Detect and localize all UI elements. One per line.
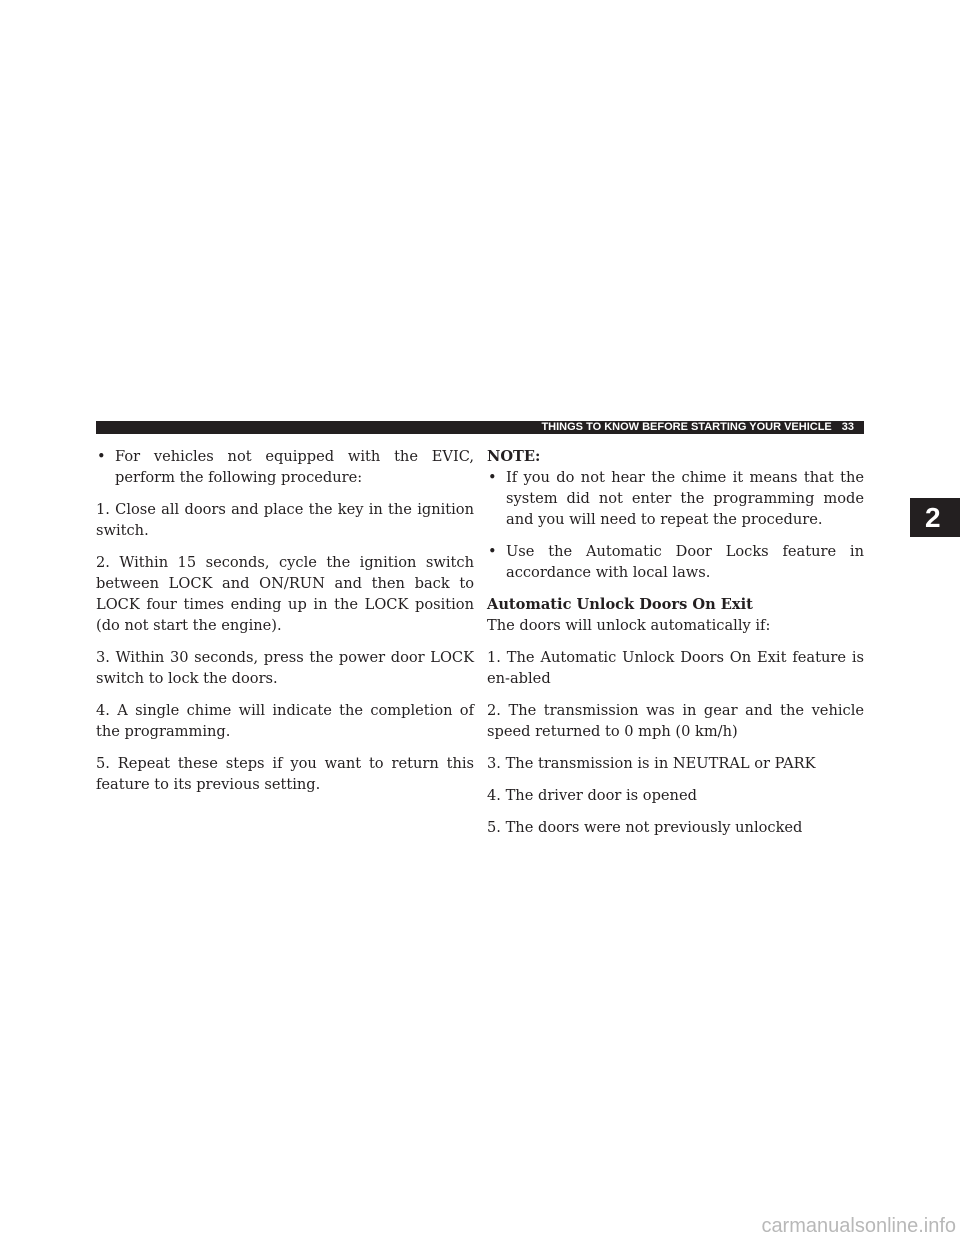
right-column xyxy=(487,446,864,849)
bullet-icon: • xyxy=(97,448,106,465)
section-tab: 2 xyxy=(910,498,960,537)
condition-4: 4. The driver door is opened xyxy=(487,787,697,804)
page-number: 33 xyxy=(841,421,854,433)
condition-2: 2. The transmission was in gear and the vehicle speed returned to 0 mph (0 km/h) xyxy=(487,702,864,740)
condition-3: 3. The transmission is in NEUTRAL or PARK xyxy=(487,755,816,772)
list-item xyxy=(487,467,864,530)
left-column xyxy=(96,446,474,806)
watermark: carmanualsonline.info xyxy=(761,1215,956,1237)
step-1: 1. Close all doors and place the key in the ignition switch. xyxy=(96,501,474,539)
header-rule xyxy=(96,421,488,434)
bullet-icon: • xyxy=(488,469,497,486)
step-2: 2. Within 15 seconds, cycle the ignition switch between LOCK and ON/RUN and then back to LOCK four times ending up in the LOCK position (do not start the engine). xyxy=(96,554,474,634)
list-item xyxy=(96,446,474,488)
step-3: 3. Within 30 seconds, press the power door LOCK switch to lock the doors. xyxy=(96,649,474,687)
list-item xyxy=(487,541,864,583)
header-title-box xyxy=(488,421,864,434)
step-5: 5. Repeat these steps if you want to return this feature to its previous setting. xyxy=(96,755,474,793)
header-title: THINGS TO KNOW BEFORE STARTING YOUR VEHICLE xyxy=(541,421,832,433)
intro-text: The doors will unlock automatically if: xyxy=(487,617,771,634)
note-text: Use the Automatic Door Locks feature in accordance with local laws. xyxy=(506,543,864,581)
note-text: If you do not hear the chime it means that the system did not enter the programming mode and you will need to repeat the procedure. xyxy=(506,469,864,528)
step-4: 4. A single chime will indicate the completion of the programming. xyxy=(96,702,474,740)
bullet-text: For vehicles not equipped with the EVIC, perform the following procedure: xyxy=(115,448,474,486)
bullet-icon: • xyxy=(488,543,497,560)
section-subheading: Automatic Unlock Doors On Exit xyxy=(487,596,753,613)
page-header xyxy=(96,421,864,434)
condition-1: 1. The Automatic Unlock Doors On Exit feature is en-abled xyxy=(487,649,864,687)
note-label: NOTE: xyxy=(487,448,541,465)
condition-5: 5. The doors were not previously unlocked xyxy=(487,819,803,836)
